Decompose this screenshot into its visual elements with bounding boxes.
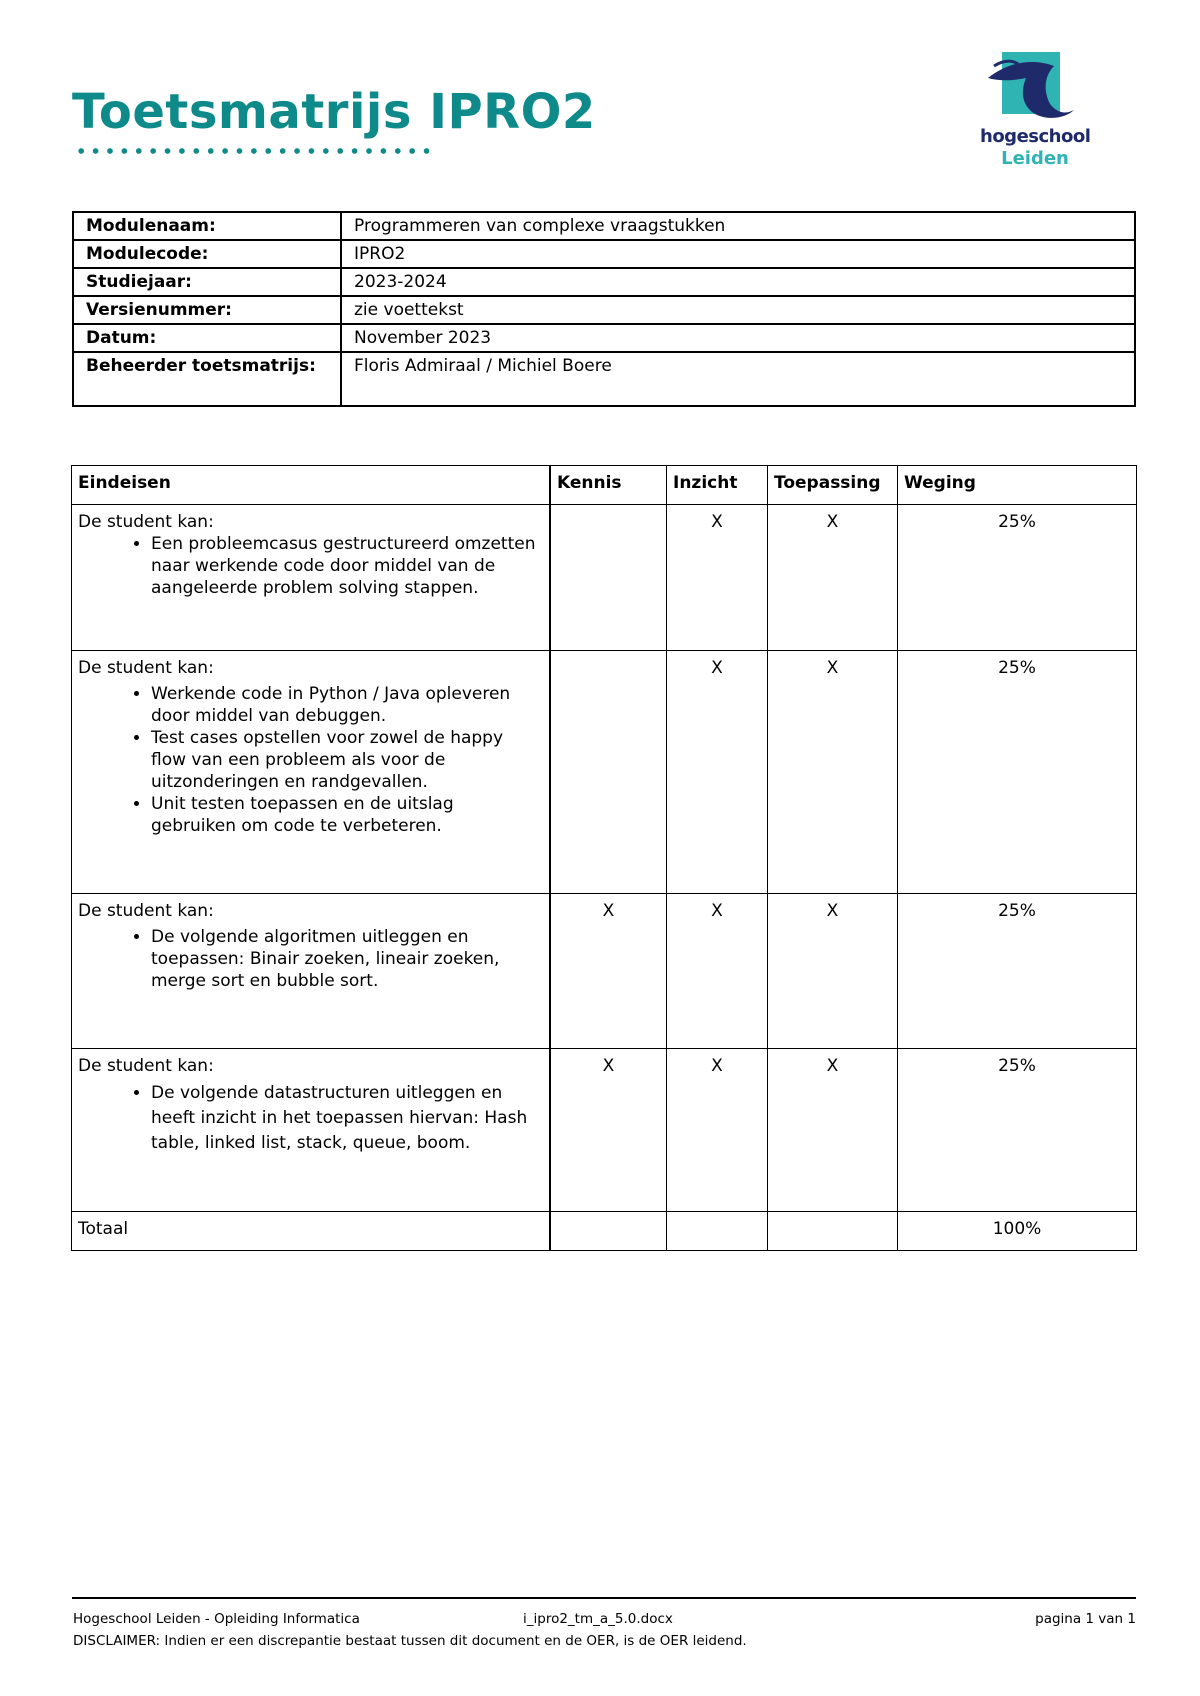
bullet-list — [78, 1081, 543, 1156]
info-value: November 2023 — [341, 324, 1135, 352]
table-row — [72, 651, 1137, 894]
inzicht-cell — [667, 1212, 768, 1251]
total-label: Totaal — [72, 1212, 551, 1251]
inzicht-cell: X — [667, 651, 768, 894]
kennis-cell — [550, 505, 667, 651]
weging-cell: 25% — [898, 894, 1137, 1049]
list-item: • Een probleemcasus gestructureerd omzetten naar werkende code door middel van de aangeleerde problem solving stappen. — [151, 533, 543, 599]
eindeisen-cell — [72, 1049, 551, 1212]
bullet-list — [78, 926, 543, 992]
row-intro: De student kan: — [78, 512, 214, 532]
inzicht-cell: X — [667, 894, 768, 1049]
header-toepassing: Toepassing — [768, 466, 898, 505]
bullet-list — [78, 683, 543, 837]
total-weging: 100% — [898, 1212, 1137, 1251]
info-label: Datum: — [73, 324, 341, 352]
header-weging: Weging — [898, 466, 1137, 505]
info-label: Studiejaar: — [73, 268, 341, 296]
toepassing-cell: X — [768, 1049, 898, 1212]
total-row — [72, 1212, 1137, 1251]
kennis-cell — [550, 651, 667, 894]
table-row — [72, 505, 1137, 651]
header-inzicht: Inzicht — [667, 466, 768, 505]
assessment-matrix-table — [71, 465, 1137, 1251]
info-label: Versienummer: — [73, 296, 341, 324]
info-row — [73, 268, 1135, 296]
title-dotted-underline — [74, 146, 434, 156]
info-value: Floris Admiraal / Michiel Boere — [341, 352, 1135, 406]
footer-filename: i_ipro2_tm_a_5.0.docx — [523, 1611, 673, 1627]
row-intro: De student kan: — [78, 1056, 214, 1076]
table-row — [72, 1049, 1137, 1212]
info-label: Modulecode: — [73, 240, 341, 268]
footer-organisation: Hogeschool Leiden - Opleiding Informatica — [73, 1611, 360, 1627]
info-row — [73, 352, 1135, 406]
matrix-header-row — [72, 466, 1137, 505]
list-item: • De volgende algoritmen uitleggen en toepassen: Binair zoeken, lineair zoeken, merge sort en bubble sort. — [151, 926, 543, 992]
page-title: Toetsmatrijs IPRO2 — [72, 84, 596, 140]
header-kennis: Kennis — [550, 466, 667, 505]
page-footer — [73, 1608, 1136, 1652]
logo-text-hogeschool: hogeschool — [980, 126, 1091, 147]
kennis-cell: X — [550, 894, 667, 1049]
eindeisen-cell — [72, 505, 551, 651]
logo-text-leiden: Leiden — [1001, 148, 1069, 169]
weging-cell: 25% — [898, 651, 1137, 894]
weging-cell: 25% — [898, 505, 1137, 651]
toepassing-cell: X — [768, 651, 898, 894]
inzicht-cell: X — [667, 505, 768, 651]
info-value: Programmeren van complexe vraagstukken — [341, 212, 1135, 240]
info-label: Beheerder toetsmatrijs: — [73, 352, 341, 406]
inzicht-cell: X — [667, 1049, 768, 1212]
info-row — [73, 240, 1135, 268]
list-item: • Unit testen toepassen en de uitslag gebruiken om code te verbeteren. — [151, 793, 543, 837]
toepassing-cell: X — [768, 894, 898, 1049]
module-info-table — [72, 211, 1136, 407]
info-value: 2023-2024 — [341, 268, 1135, 296]
row-intro: De student kan: — [78, 658, 214, 678]
eindeisen-cell — [72, 894, 551, 1049]
kennis-cell — [550, 1212, 667, 1251]
list-item: • Test cases opstellen voor zowel de happy flow van een probleem als voor de uitzonderingen en randgevallen. — [151, 727, 543, 793]
list-item: • Werkende code in Python / Java opleveren door middel van debuggen. — [151, 683, 543, 727]
bullet-list — [78, 533, 543, 599]
row-intro: De student kan: — [78, 901, 214, 921]
info-label: Modulenaam: — [73, 212, 341, 240]
info-value: IPRO2 — [341, 240, 1135, 268]
toepassing-cell — [768, 1212, 898, 1251]
info-row — [73, 212, 1135, 240]
list-item: • De volgende datastructuren uitleggen en heeft inzicht in het toepassen hiervan: Hash table, linked list, stack, queue, boom. — [151, 1081, 543, 1156]
logo-emblem-icon — [988, 52, 1082, 128]
table-row — [72, 894, 1137, 1049]
footer-page-number: pagina 1 van 1 — [1035, 1611, 1136, 1627]
kennis-cell: X — [550, 1049, 667, 1212]
footer-divider — [72, 1597, 1136, 1599]
info-row — [73, 296, 1135, 324]
footer-disclaimer: DISCLAIMER: Indien er een discrepantie bestaat tussen dit document en de OER, is de OER leidend. — [73, 1633, 747, 1649]
toepassing-cell: X — [768, 505, 898, 651]
info-value: zie voettekst — [341, 296, 1135, 324]
header-eindeisen: Eindeisen — [72, 466, 551, 505]
hogeschool-leiden-logo — [980, 52, 1090, 172]
eindeisen-cell — [72, 651, 551, 894]
weging-cell: 25% — [898, 1049, 1137, 1212]
info-row — [73, 324, 1135, 352]
